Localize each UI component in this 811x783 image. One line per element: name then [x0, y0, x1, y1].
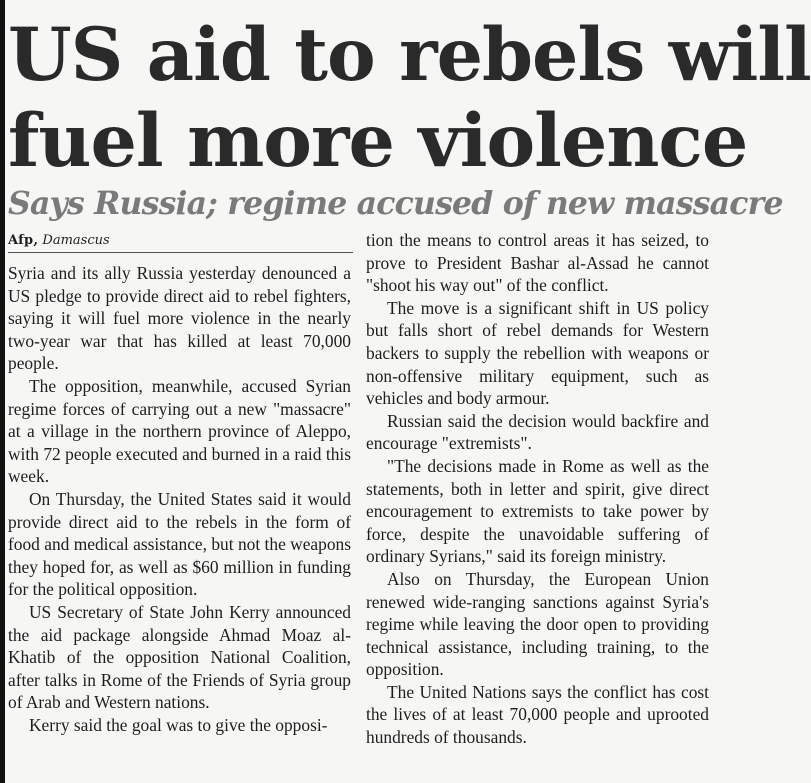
headline-line-2: fuel more violence — [8, 98, 748, 184]
paragraph: US Secretary of State John Kerry announced the aid package alongside Ahmad Moaz al-Khatib of the opposition National Coalition, after talks in Rome of the Friends of Syria group of Arab and Western nations. — [8, 601, 351, 713]
byline-location: Damascus — [42, 233, 110, 248]
byline-agency: Afp, — [8, 233, 39, 248]
paragraph: The opposition, meanwhile, accused Syrian regime forces of carrying out a new "massacre" at a village in the northern province of Aleppo, with 72 people executed and burned in a raid this week. — [8, 375, 351, 487]
page-edge-border — [0, 0, 5, 783]
paragraph: Kerry said the goal was to give the opposi- — [29, 714, 328, 735]
subheadline: Says Russia; regime accused of new massacre — [8, 185, 783, 222]
article-column-right — [366, 229, 709, 749]
byline — [8, 232, 353, 253]
paragraph: The move is a significant shift in US policy but falls short of rebel demands for Western backers to supply the rebellion with weapons or non-offensive military equipment, such as vehicles and body armour. — [366, 297, 709, 409]
paragraph: "The decisions made in Rome as well as the statements, both in letter and spirit, give direct encouragement to extremists to take power by force, despite the unavoidable suffering of ordinary Syrians," said its foreign ministry. — [366, 455, 709, 567]
paragraph: Also on Thursday, the European Union renewed wide-ranging sanctions against Syria's regime while leaving the door open to providing technical assistance, including training, to the opposition. — [366, 568, 709, 680]
headline — [8, 12, 811, 184]
paragraph: Syria and its ally Russia yesterday denounced a US pledge to provide direct aid to rebel fighters, saying it will fuel more violence in the nearly two-year war that has killed at least 70,000 people. — [8, 263, 351, 374]
paragraph: The United Nations says the conflict has cost the lives of at least 70,000 people and uprooted hundreds of thousands. — [366, 681, 709, 748]
headline-line-1: US aid to rebels will — [8, 12, 811, 98]
article-column-left — [8, 262, 351, 736]
paragraph: On Thursday, the United States said it would provide direct aid to the rebels in the form of food and medical assistance, but not the weapons they hoped for, as well as $60 million in funding for the political opposition. — [8, 488, 351, 600]
paragraph: tion the means to control areas it has seized, to prove to President Bashar al-Assad he cannot "shoot his way out" of the conflict. — [366, 230, 709, 296]
paragraph: Russian said the decision would backfire and encourage "extremists". — [366, 410, 709, 454]
